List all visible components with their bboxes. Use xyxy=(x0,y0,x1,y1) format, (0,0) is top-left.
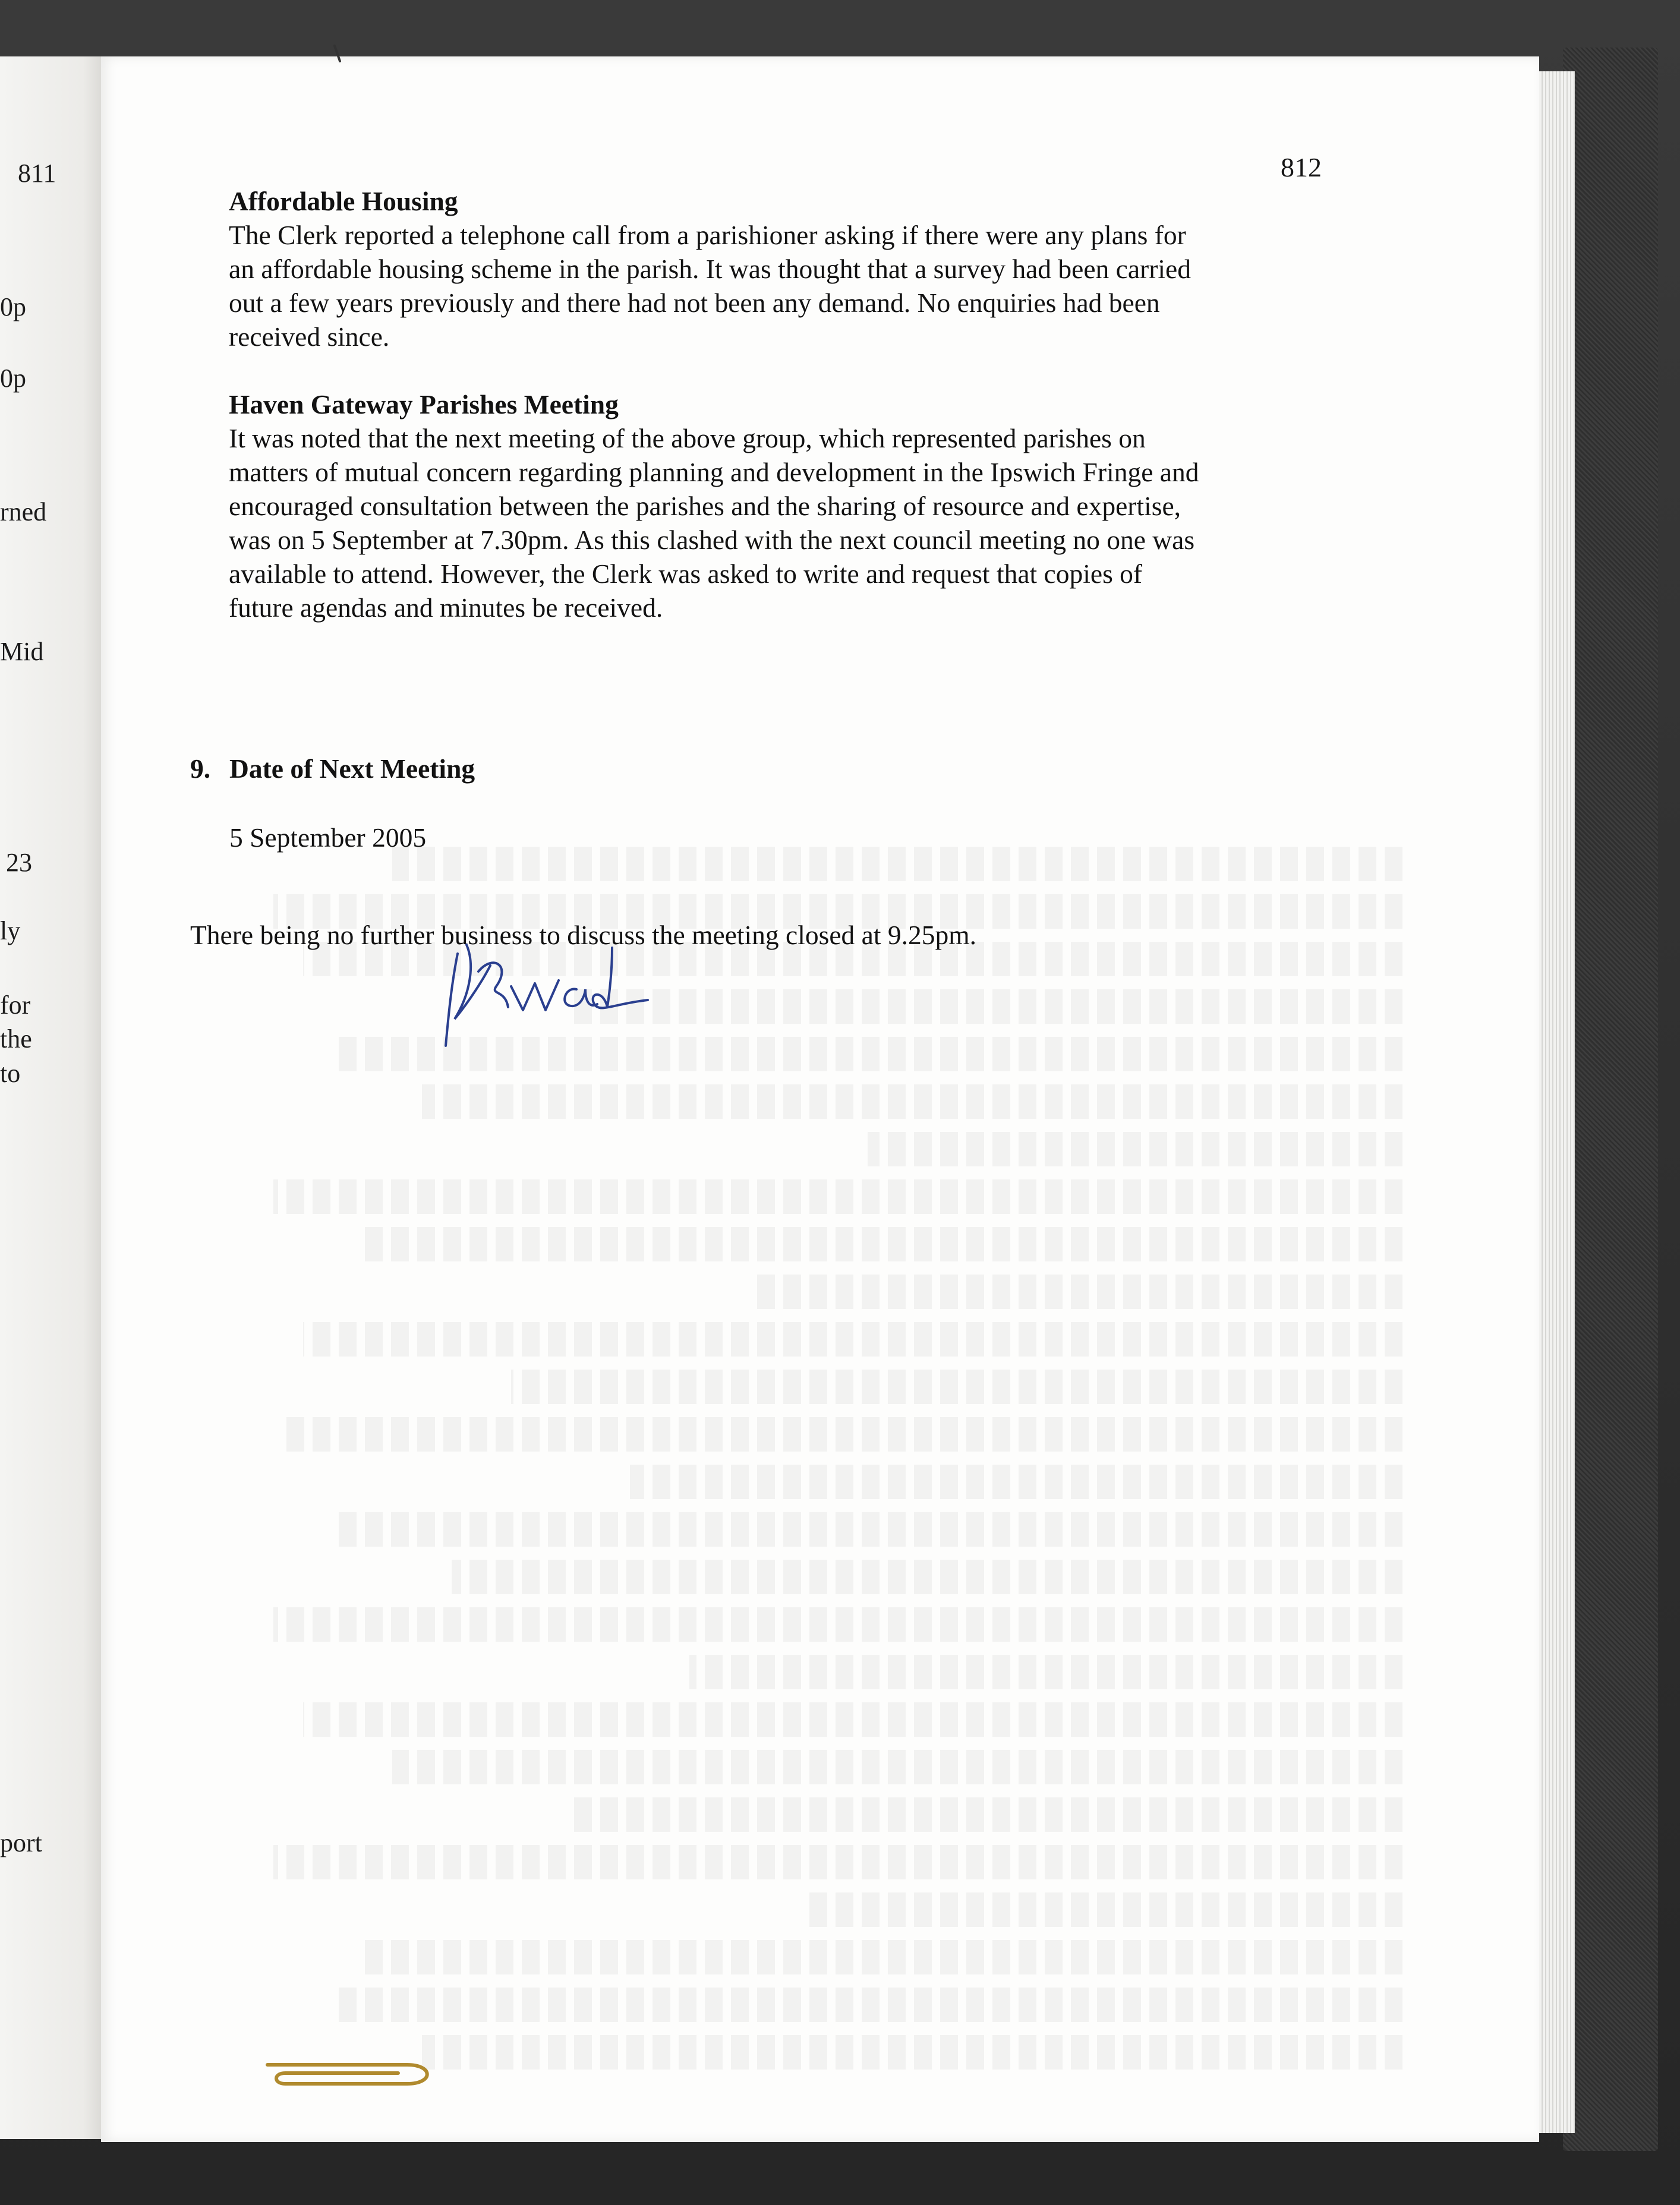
closing-statement: There being no further business to discuss the meeting closed at 9.25pm. xyxy=(190,920,977,950)
paragraph-line: was on 5 September at 7.30pm. As this clashed with the next council meeting no one was xyxy=(229,525,1195,555)
paragraph-line: out a few years previously and there had not been any demand. No enquiries had been xyxy=(229,288,1160,318)
paragraph-line: available to attend. However, the Clerk was asked to write and request that copies of xyxy=(229,559,1143,589)
paragraph-line: received since. xyxy=(229,321,390,352)
left-page-fragment: 23 xyxy=(6,848,32,877)
next-meeting-date: 5 September 2005 xyxy=(229,822,427,853)
paragraph-line: The Clerk reported a telephone call from a parishioner asking if there were any plans for xyxy=(229,220,1186,250)
page-number: 812 xyxy=(1281,152,1322,182)
left-page-fragment: ly xyxy=(0,916,21,945)
paragraph-line: encouraged consultation between the parishes and the sharing of resource and expertise, xyxy=(229,491,1181,521)
paragraph-line: It was noted that the next meeting of the above group, which represented parishes on xyxy=(229,423,1146,453)
minutes-body xyxy=(229,184,1346,624)
left-page-fragment: rned xyxy=(0,497,47,526)
left-page-fragment: port xyxy=(0,1828,42,1857)
paragraph-line: matters of mutual concern regarding planning and development in the Ipswich Fringe and xyxy=(229,457,1199,487)
left-page-fragment: to xyxy=(0,1059,21,1088)
pen-mark-icon xyxy=(333,45,342,62)
agenda-item-next-meeting xyxy=(190,752,475,786)
left-page-fragment: 811 xyxy=(18,159,56,188)
agenda-item-title: Date of Next Meeting xyxy=(229,753,475,784)
binder-cover-edge xyxy=(1563,48,1658,2151)
signature-icon xyxy=(434,930,660,1055)
section-haven-gateway xyxy=(229,387,1346,624)
section-affordable-housing xyxy=(229,184,1346,354)
left-page-fragment: for xyxy=(0,990,31,1020)
left-page-fragment: Mid xyxy=(0,637,44,666)
section-heading: Haven Gateway Parishes Meeting xyxy=(229,389,619,419)
left-page xyxy=(0,56,104,2139)
paragraph-line: future agendas and minutes be received. xyxy=(229,592,663,623)
paragraph-line: an affordable housing scheme in the parish. It was thought that a survey had been carried xyxy=(229,254,1191,284)
document-page xyxy=(101,56,1539,2142)
section-heading: Affordable Housing xyxy=(229,186,458,216)
reverse-side-bleed-through xyxy=(184,847,1402,2124)
left-page-fragment: 0p xyxy=(0,292,26,321)
agenda-item-number: 9. xyxy=(190,753,211,784)
paperclip-icon xyxy=(261,2047,440,2089)
left-page-fragment: 0p xyxy=(0,364,26,393)
left-page-fragment: the xyxy=(0,1024,32,1053)
